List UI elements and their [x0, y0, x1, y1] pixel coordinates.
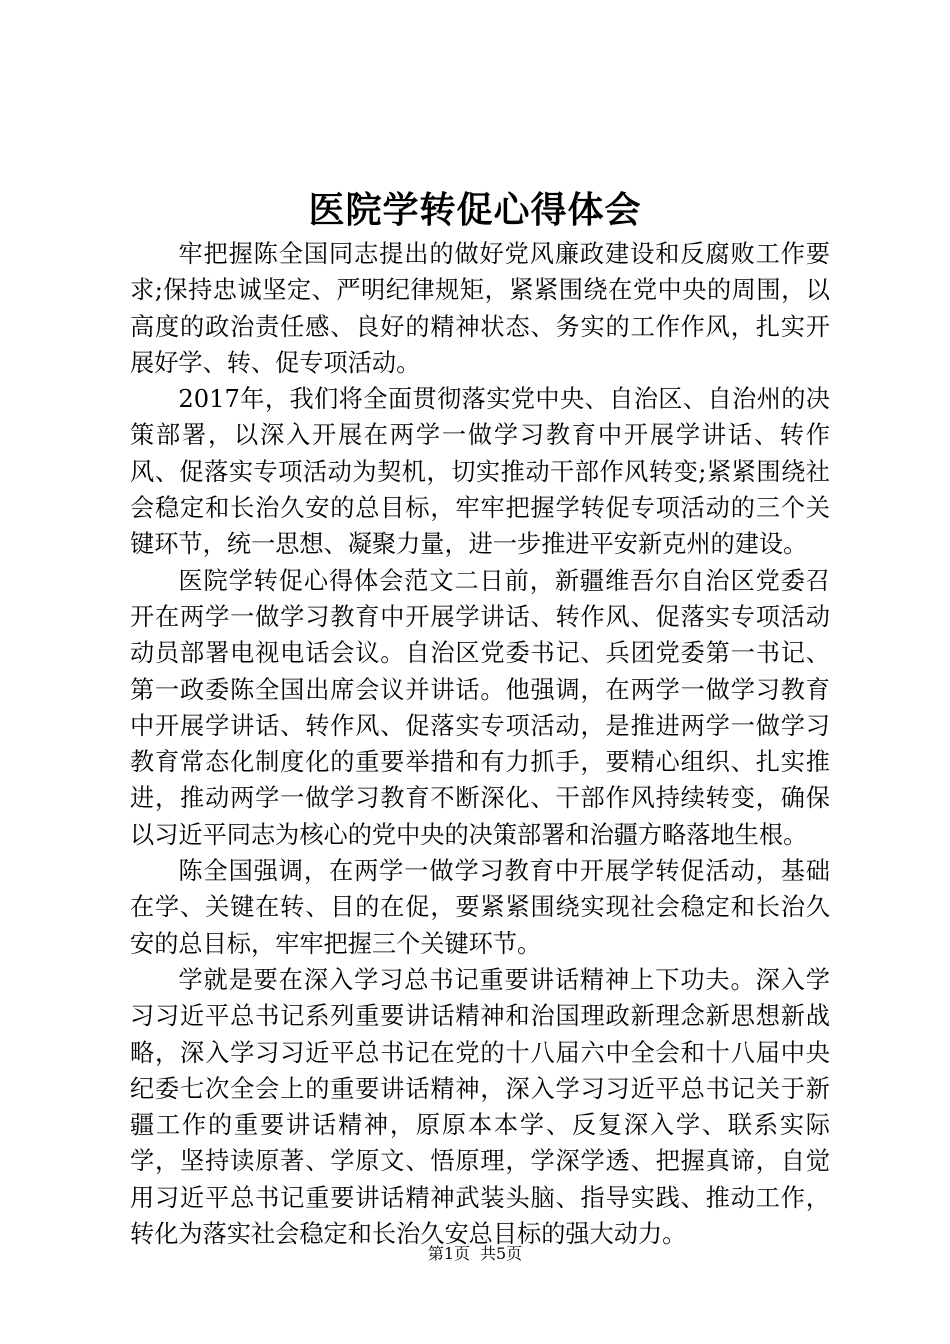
paragraph: 陈全国强调，在两学一做学习教育中开展学转促活动，基础在学、关键在转、目的在促，要紧紧围绕实现社会稳定和长治久安的总目标，牢牢把握三个关键环节。	[130, 857, 830, 958]
paragraph: 牢把握陈全国同志提出的做好党风廉政建设和反腐败工作要求;保持忠诚坚定、严明纪律规矩，紧紧围绕在党中央的周围，以高度的政治责任感、良好的精神状态、务实的工作作风，扎实开展好学、转、促专项活动。	[130, 240, 830, 377]
page-number: 第1页	[427, 1244, 470, 1263]
page-footer	[0, 1243, 950, 1265]
paragraph: 学就是要在深入学习总书记重要讲话精神上下功夫。深入学习习近平总书记系列重要讲话精神和治国理政新理念新思想新战略，深入学习习近平总书记在党的十八届六中全会和十八届中央纪委七次全会上的重要讲话精神，深入学习习近平总书记关于新疆工作的重要讲话精神，原原本本学、反复深入学、联系实际学，坚持读原著、学原文、悟原理，学深学透、把握真谛，自觉用习近平总书记重要讲话精神武装头脑、指导实践、推动工作，转化为落实社会稳定和长治久安总目标的强大动力。	[130, 965, 830, 1249]
paragraph: 医院学转促心得体会范文二日前，新疆维吾尔自治区党委召开在两学一做学习教育中开展学讲话、转作风、促落实专项活动动员部署电视电话会议。自治区党委书记、兵团党委第一书记、第一政委陈全国出席会议并讲话。他强调，在两学一做学习教育中开展学讲话、转作风、促落实专项活动，是推进两学一做学习教育常态化制度化的重要举措和有力抓手，要精心组织、扎实推进，推动两学一做学习教育不断深化、干部作风持续转变，确保以习近平同志为核心的党中央的决策部署和治疆方略落地生根。	[130, 566, 830, 849]
page-total: 共5页	[480, 1244, 523, 1263]
document-body	[130, 236, 830, 1252]
document-title: 医院学转促心得体会	[308, 189, 642, 231]
paragraph: 2017年，我们将全面贯彻落实党中央、自治区、自治州的决策部署，以深入开展在两学一做学习教育中开展学讲话、转作风、促落实专项活动为契机，切实推动干部作风转变;紧紧围绕社会稳定和长治久安的总目标，牢牢把握学转促专项活动的三个关键环节，统一思想、凝聚力量，进一步推进平安新克州的建设。	[130, 385, 830, 559]
